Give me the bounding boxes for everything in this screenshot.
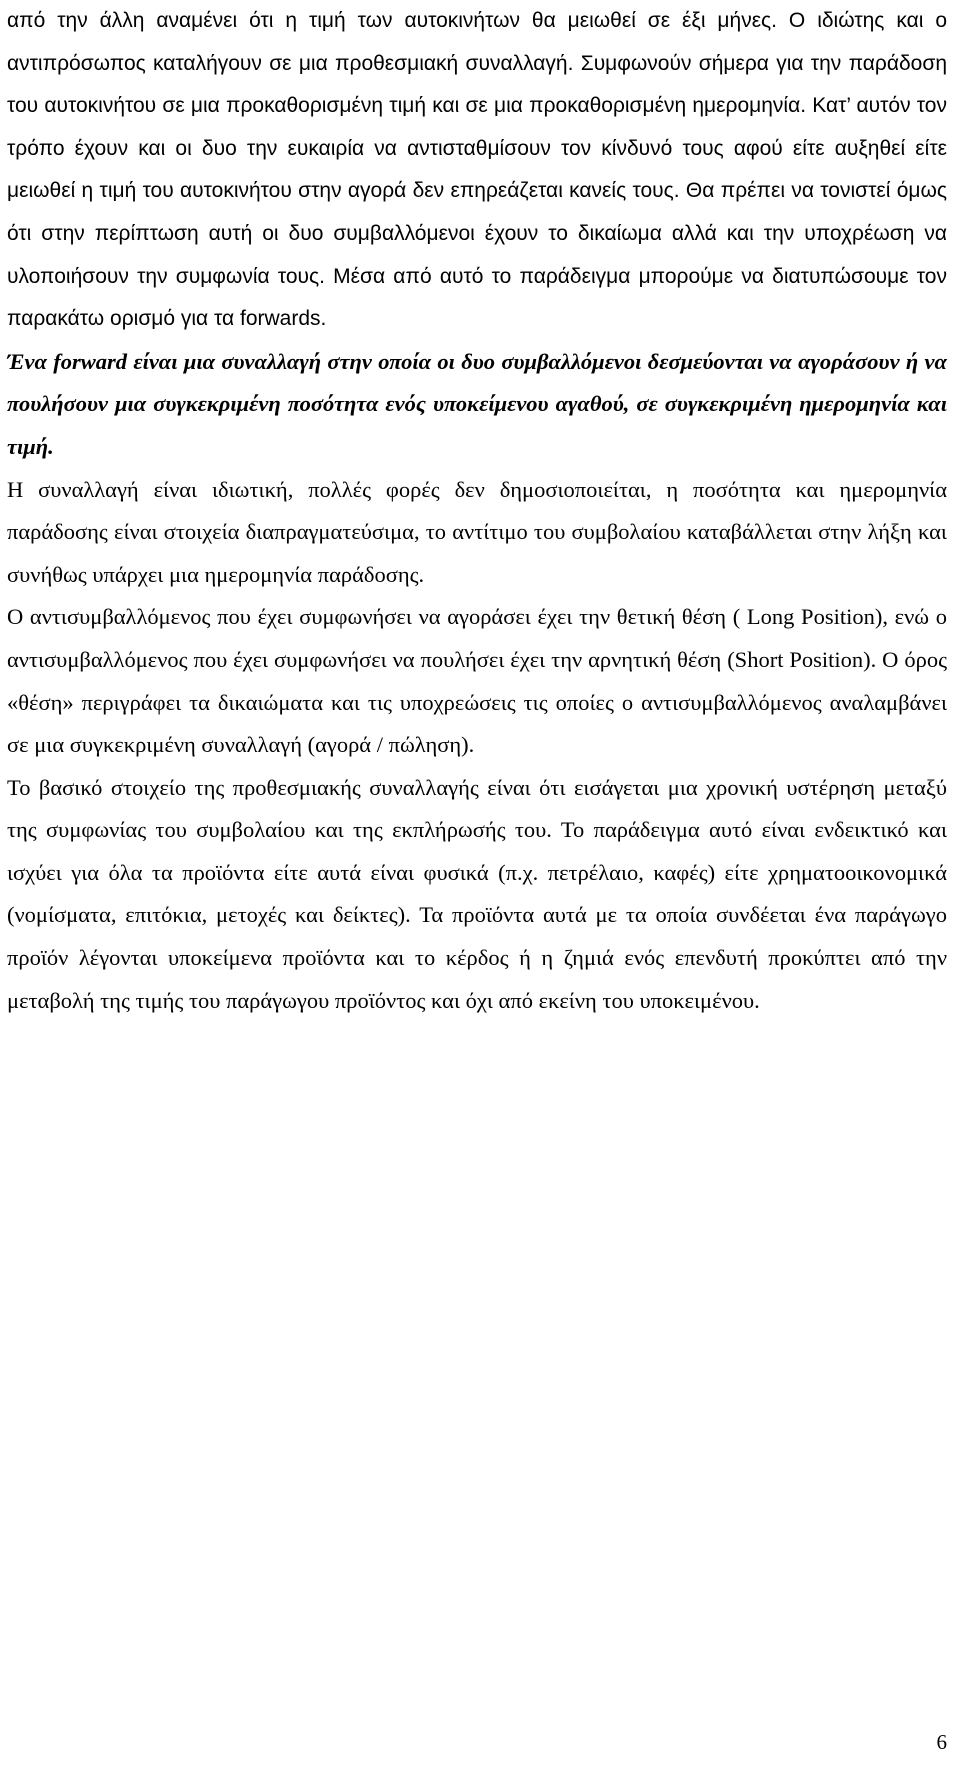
page-number: 6 <box>936 1730 947 1754</box>
document-body <box>7 0 947 1022</box>
paragraph-positions: Ο αντισυμβαλλόμενος που έχει συμφωνήσει να αγοράσει έχει την θετική θέση ( Long Position), ενώ ο αντισυμβαλλόμενος που έχει συμφωνήσει να πουλήσει έχει την αρνητική θέση (Short Position). Ο όρος «θέση» περιγράφει τα δικαιώματα και τις υποχρεώσεις τις οποίες ο αντισυμβαλλόμενος αναλαμβάνει σε μια συγκεκριμένη συναλλαγή (αγορά / πώληση). <box>7 604 947 758</box>
paragraph-basic-element: Το βασικό στοιχείο της προθεσμιακής συναλλαγής είναι ότι εισάγεται μια χρονική υστέρηση μεταξύ της συμφωνίας του συμβολαίου και της εκπλήρωσής του. Το παράδειγμα αυτό είναι ενδεικτικό και ισχύει για όλα τα προϊόντα είτε αυτά είναι φυσικά (π.χ. πετρέλαιο, καφές) είτε χρηματοοικονομικά (νομίσματα, επιτόκια, μετοχές και δείκτες). Τα προϊόντα αυτά με τα οποία συνδέεται ένα παράγωγο προϊόν λέγονται υποκείμενα προϊόντα και το κέρδος ή η ζημιά ενός επενδυτή προκύπτει από την μεταβολή της τιμής του παράγωγου προϊόντος και όχι από εκείνη του υποκειμένου. <box>7 774 947 1013</box>
paragraph-forward-definition: Ένα forward είναι μια συναλλαγή στην οποία οι δυο συμβαλλόμενοι δεσμεύονται να αγοράσουν ή να πουλήσουν μια συγκεκριμένη ποσότητα ενός υποκείμενου αγαθού, σε συγκεκριμένη ημερομηνία και τιμή. <box>7 348 947 459</box>
paragraph-private-transaction: Η συναλλαγή είναι ιδιωτική, πολλές φορές δεν δημοσιοποιείται, η ποσότητα και ημερομηνία παράδοσης είναι στοιχεία διαπραγματεύσιμα, το αντίτιμο του συμβολαίου καταβάλλεται στην λήξη και συνήθως υπάρχει μια ημερομηνία παράδοσης. <box>7 476 947 587</box>
paragraph-intro: από την άλλη αναμένει ότι η τιμή των αυτοκινήτων θα μειωθεί σε έξι μήνες. Ο ιδιώτης και ο αντιπρόσωπος καταλήγουν σε μια προθεσμιακή συναλλαγή. Συμφωνούν σήμερα για την παράδοση του αυτοκινήτου σε μια προκαθορισμένη τιμή και σε μια προκαθορισμένη ημερομηνία. Κατ’ αυτόν τον τρόπο έχουν και οι δυο την ευκαιρία να αντισταθμίσουν τον κίνδυνό τους αφού είτε αυξηθεί είτε μειωθεί η τιμή του αυτοκινήτου στην αγορά δεν επηρεάζεται κανείς τους. Θα πρέπει να τονιστεί όμως ότι στην περίπτωση αυτή οι δυο συμβαλλόμενοι έχουν το δικαίωμα αλλά και την υποχρέωση να υλοποιήσουν την συμφωνία τους. Μέσα από αυτό το παράδειγμα μπορούμε να διατυπώσουμε τον παρακάτω ορισμό για τα forwards. <box>7 9 947 331</box>
